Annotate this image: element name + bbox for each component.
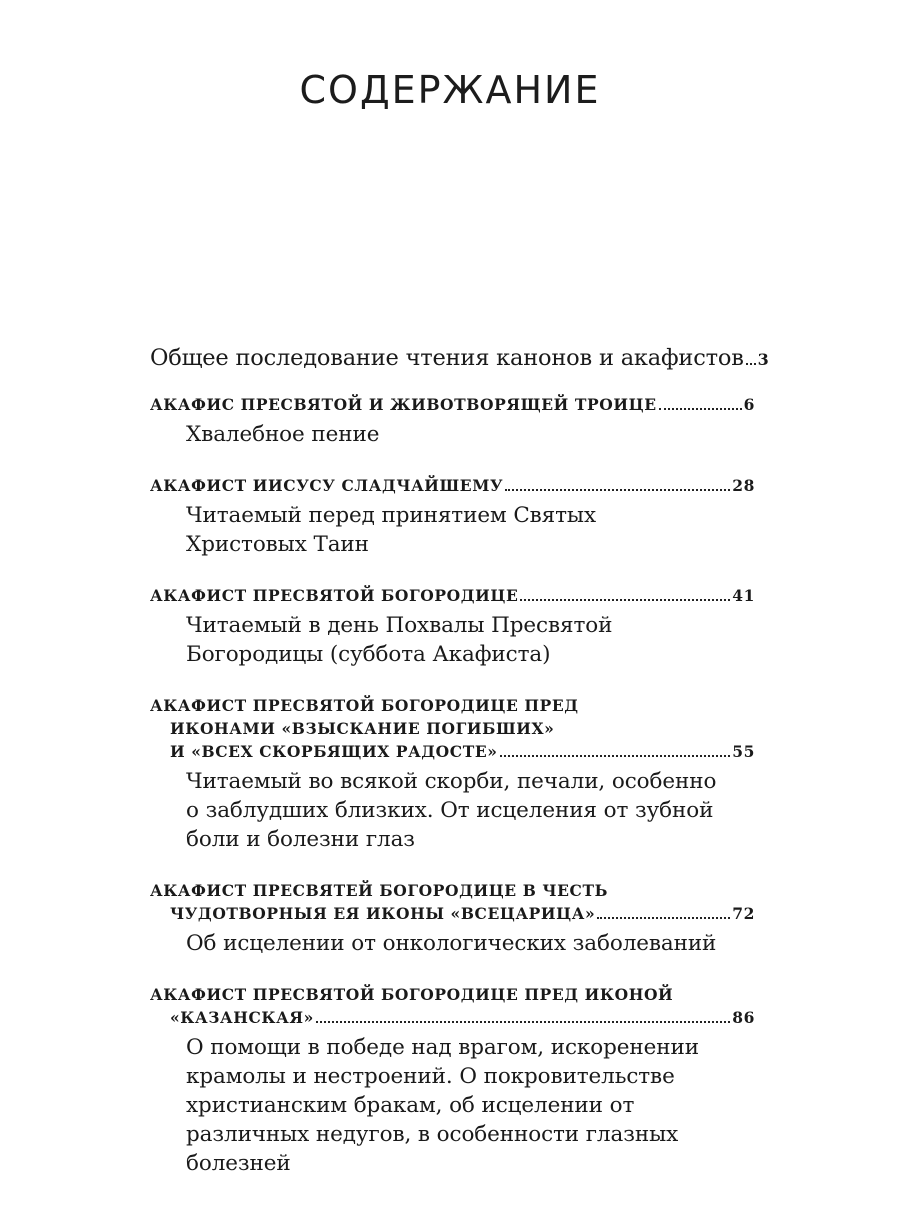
description-line: христианским бракам, об исцелении от [186,1093,635,1118]
toc-entry-line [150,476,755,495]
toc-entry[interactable] [150,586,755,669]
toc-entry-title: АКАФИСТ ИИСУСУ СЛАДЧАЙШЕМУ [150,476,504,495]
description-line: О помощи в победе над врагом, искоренении [186,1035,699,1060]
page-number: 3 [757,350,769,369]
toc-entry-line [150,1008,755,1027]
toc-entry-title: «КАЗАНСКАЯ» [170,1008,314,1027]
toc-entry[interactable] [150,985,755,1178]
toc-entry[interactable] [150,476,755,559]
description-line: крамолы и нестроений. О покровительстве [186,1064,675,1089]
description-line: Читаемый в день Похвалы Пресвятой [186,613,613,638]
toc-entry-title: АКАФИСТ ПРЕСВЯТОЙ БОГОРОДИЦЕ [150,586,519,605]
page-title: СОДЕРЖАНИЕ [299,68,601,112]
page-number: 6 [743,395,755,414]
toc-entry-title: ЧУДОТВОРНЫЯ ЕЯ ИКОНЫ «ВСЕЦАРИЦА» [170,904,596,923]
page-number: 41 [732,586,755,605]
toc-entry-description [150,420,755,449]
toc-entry-title: И «ВСЕХ СКОРБЯЩИХ РАДОСТЕ» [170,742,498,761]
toc-entry-description [150,1033,755,1178]
description-line: болезней [186,1151,291,1176]
toc-entry-title: АКАФИСТ ПРЕСВЯТЕЙ БОГОРОДИЦЕ В ЧЕСТЬ [150,881,609,900]
description-line: Христовых Таин [186,532,369,557]
page-number: 86 [732,1008,755,1027]
toc-entry[interactable] [150,345,769,371]
toc-entry-title: АКАФИСТ ПРЕСВЯТОЙ БОГОРОДИЦЕ ПРЕД ИКОНОЙ [150,985,674,1004]
dot-leader [597,917,730,919]
toc-entry[interactable] [150,881,755,958]
description-line: различных недугов, в особенности глазных [186,1122,679,1147]
description-line: о заблудших близких. От исцеления от зубной [186,798,714,823]
dot-leader [746,363,756,365]
toc-entry-line [150,586,755,605]
description-line: Читаемый перед принятием Святых [186,503,596,528]
toc-entry-line [150,904,755,923]
description-line: Об исцелении от онкологических заболеваний [186,931,717,956]
description-line: Богородицы (суббота Акафиста) [186,642,551,667]
page-number: 55 [732,742,755,761]
toc-entry-description [150,929,755,958]
toc-entry-line [150,742,755,761]
toc-entry-title: АКАФИСТ ПРЕСВЯТОЙ БОГОРОДИЦЕ ПРЕД [150,696,579,715]
toc-entry-line [150,345,769,371]
table-of-contents [150,345,769,1205]
toc-entry-description [150,611,755,669]
dot-leader [520,599,730,601]
page-number: 28 [732,476,755,495]
dot-leader [316,1021,730,1023]
toc-entry-title: Общее последование чтения канонов и акафистов [150,345,744,371]
toc-entry-line [150,395,755,414]
dot-leader [500,755,731,757]
description-line: Читаемый во всякой скорби, печали, особенно [186,769,717,794]
toc-entry[interactable] [150,696,755,854]
dot-leader [505,489,730,491]
page-number: 72 [732,904,755,923]
description-line: боли и болезни глаз [186,827,415,852]
toc-entry-description [150,501,755,559]
toc-entry-description [150,767,755,854]
toc-entry-title: ИКОНАМИ «ВЗЫСКАНИЕ ПОГИБШИХ» [170,719,555,738]
description-line: Хвалебное пение [186,422,380,447]
toc-entry[interactable] [150,395,755,449]
dot-leader [659,408,742,410]
toc-entry-title: АКАФИС ПРЕСВЯТОЙ И ЖИВОТВОРЯЩЕЙ ТРОИЦЕ [150,395,657,414]
